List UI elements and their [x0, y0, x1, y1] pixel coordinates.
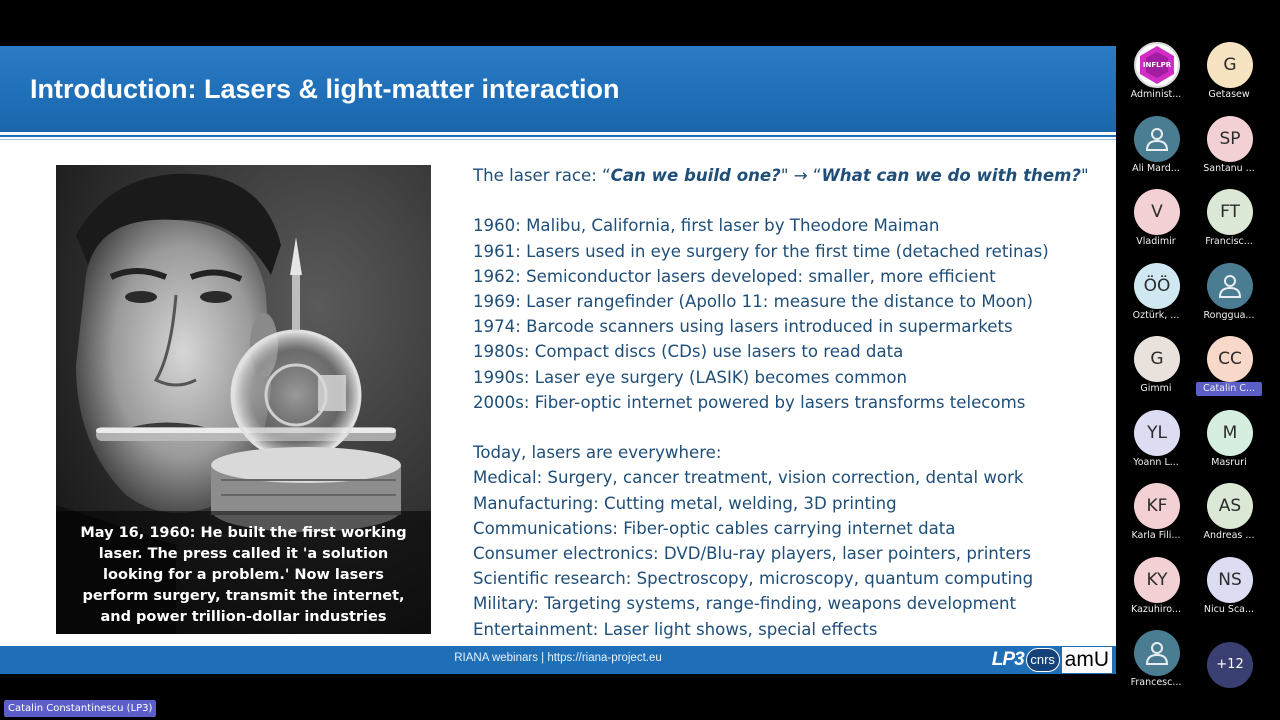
participant-name: Vladimir: [1136, 236, 1176, 247]
application-item: Medical: Surgery, cancer treatment, vision correction, dental work: [473, 468, 1024, 488]
more-participants-badge: +12: [1207, 642, 1253, 688]
participant-name: Nicu Sca...: [1203, 603, 1255, 615]
participant-tile[interactable]: [1189, 259, 1269, 329]
person-icon: [1134, 116, 1180, 162]
participant-tile[interactable]: [1116, 553, 1196, 623]
participant-name: Francisc...: [1205, 236, 1253, 247]
avatar-initials: SP: [1207, 116, 1253, 162]
participant-name: Kazuhiro...: [1131, 603, 1181, 615]
participant-tile[interactable]: [1189, 553, 1269, 623]
presentation-slide: [0, 46, 1116, 674]
participant-tile[interactable]: [1116, 38, 1196, 108]
participant-name: Administ...: [1130, 89, 1182, 100]
avatar-initials: FT: [1207, 189, 1253, 235]
timeline-item: 1980s: Compact discs (CDs) use lasers to read data: [473, 342, 904, 362]
participant-tile[interactable]: [1189, 626, 1269, 696]
timeline-item: 1990s: Laser eye surgery (LASIK) becomes common: [473, 367, 908, 387]
participant-name: Getasew: [1208, 89, 1250, 100]
laser-race-line: [473, 163, 1113, 188]
avatar-initials: NS: [1207, 557, 1253, 603]
timeline-item: 1974: Barcode scanners using lasers introduced in supermarkets: [473, 317, 1013, 337]
participant-tile[interactable]: [1189, 332, 1269, 402]
timeline-item: 1961: Lasers used in eye surgery for the first time (detached retinas): [473, 241, 1049, 261]
participant-name: Gimmi: [1140, 383, 1172, 394]
timeline-item: 2000s: Fiber-optic internet powered by lasers transforms telecoms: [473, 392, 1026, 412]
person-icon: [1134, 630, 1180, 676]
timeline-item: 1969: Laser rangefinder (Apollo 11: measure the distance to Moon): [473, 292, 1033, 311]
participant-tile[interactable]: [1116, 406, 1196, 476]
avatar-initials: YL: [1134, 410, 1180, 456]
application-item: Entertainment: Laser light shows, special effects: [473, 619, 878, 639]
lp3-logo: LP3: [991, 649, 1024, 670]
participant-tile[interactable]: [1116, 259, 1196, 329]
participant-tile[interactable]: [1189, 185, 1269, 255]
application-item: Military: Targeting systems, range-finding, weapons development: [473, 594, 1017, 614]
application-item: Manufacturing: Cutting metal, welding, 3D printing: [473, 493, 897, 513]
application-item: Communications: Fiber-optic cables carrying internet data: [473, 518, 956, 538]
avatar-initials: M: [1207, 410, 1253, 456]
avatar-initials: KY: [1134, 557, 1180, 603]
participant-name: Andreas ...: [1203, 530, 1255, 541]
participant-name: Karla Fili...: [1131, 530, 1181, 541]
timeline-item: 1962: Semiconductor lasers developed: smaller, more efficient: [473, 266, 996, 286]
participant-tile[interactable]: [1116, 332, 1196, 402]
participant-tile[interactable]: [1189, 479, 1269, 549]
presenter-name-badge: Catalin Constantinescu (LP3): [4, 700, 156, 717]
race-question-1: Can we build one?: [610, 166, 781, 185]
photo-caption: May 16, 1960: He built the first working laser. The press called it 'a solution looking for a problem.' Now lasers perform surgery, transmit the internet, and power trillion-dollar industries: [80, 525, 407, 625]
race-suffix: ": [1081, 166, 1089, 185]
slide-footer-bar: [0, 646, 1116, 674]
header-divider-thin: [0, 139, 1116, 140]
avatar-initials: CC: [1207, 336, 1253, 382]
application-item: Scientific research: Spectroscopy, microscopy, quantum computing: [473, 569, 1034, 589]
participant-tile[interactable]: [1189, 112, 1269, 182]
inflpr-logo-avatar: [1134, 42, 1180, 88]
slide-header-bar: [0, 46, 1116, 132]
participant-tile[interactable]: [1116, 626, 1196, 696]
participant-name: Santanu ...: [1203, 162, 1255, 174]
participant-name: Francesc...: [1130, 677, 1182, 688]
participant-tile[interactable]: [1189, 38, 1269, 108]
applications-list: [473, 465, 1113, 641]
timeline-item: 1960: Malibu, California, first laser by Theodore Maiman: [473, 216, 940, 236]
avatar-initials: AS: [1207, 483, 1253, 529]
participant-name: Catalin C...: [1196, 382, 1262, 396]
header-divider: [0, 135, 1116, 137]
today-heading: Today, lasers are everywhere:: [473, 443, 722, 463]
avatar-initials: G: [1134, 336, 1180, 382]
person-icon: [1207, 263, 1253, 309]
race-prefix: The laser race: “: [473, 166, 611, 185]
cnrs-logo: cnrs: [1026, 648, 1060, 672]
race-question-2: What can we do with them?: [821, 166, 1082, 185]
amu-logo: amU: [1062, 647, 1112, 673]
participant-tile[interactable]: [1189, 406, 1269, 476]
slide-title: Introduction: Lasers & light-matter interaction: [30, 74, 620, 104]
participant-tile[interactable]: [1116, 479, 1196, 549]
timeline-list: [473, 213, 1113, 415]
avatar-initials: V: [1134, 189, 1180, 235]
participant-name: Masruri: [1211, 456, 1247, 468]
avatar-initials: ÖÖ: [1134, 263, 1180, 309]
application-item: Consumer electronics: DVD/Blu-ray players, laser pointers, printers: [473, 544, 1032, 564]
avatar-initials: KF: [1134, 483, 1180, 529]
race-arrow: " → “: [780, 166, 822, 185]
participant-name: Ali Mard...: [1132, 162, 1180, 174]
participant-name: Yoann L...: [1133, 456, 1179, 468]
participant-tile[interactable]: [1116, 112, 1196, 182]
participant-name: Öztürk, ...: [1132, 309, 1180, 321]
participant-tile[interactable]: [1116, 185, 1196, 255]
participant-name: Ronggua...: [1203, 309, 1255, 321]
avatar-initials: INFLPR: [1142, 61, 1172, 69]
maiman-photo: [56, 165, 431, 634]
slide-body-text: [473, 163, 1113, 642]
footer-logos: [992, 647, 1112, 673]
avatar-initials: G: [1207, 42, 1253, 88]
footer-text: RIANA webinars | https://riana-project.eu: [454, 652, 662, 664]
participants-panel: [1118, 38, 1280, 690]
